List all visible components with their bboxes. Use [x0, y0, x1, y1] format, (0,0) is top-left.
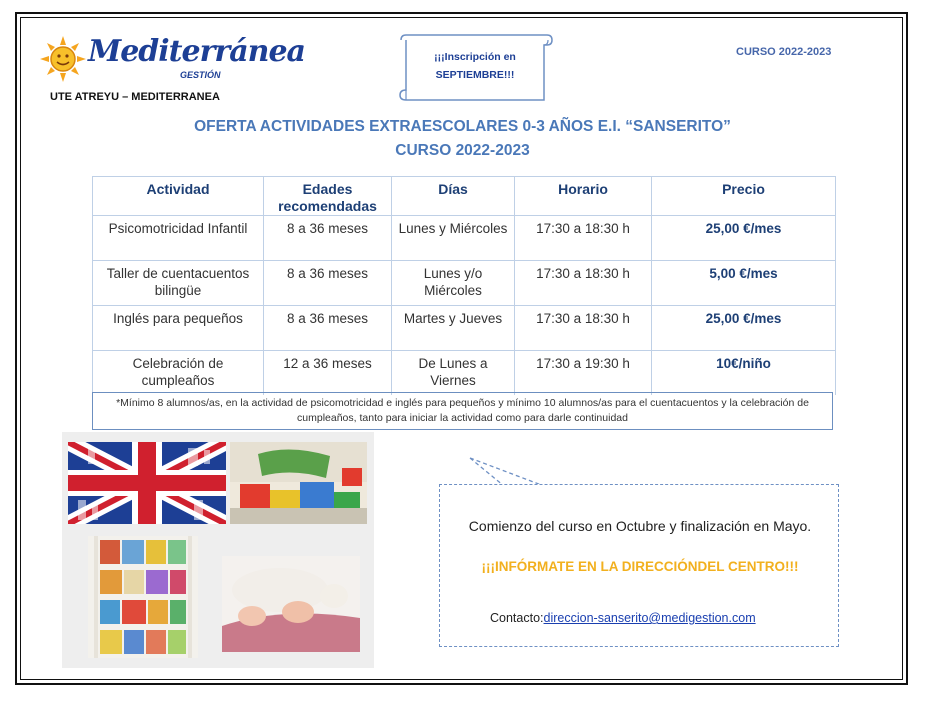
- table-row: [93, 261, 836, 306]
- cell-activity: Psicomotricidad Infantil: [93, 216, 264, 261]
- cell-price: 5,00 €/mes: [652, 261, 836, 306]
- cell-ages: 8 a 36 meses: [264, 261, 392, 306]
- cell-price: 25,00 €/mes: [652, 306, 836, 351]
- cell-days: Lunes y Miércoles: [392, 216, 515, 261]
- contact-email-link[interactable]: direccion-sanserito@medigestion.com: [543, 611, 756, 625]
- activities-table: [92, 176, 836, 395]
- notice-line-2: SEPTIEMBRE!!!: [435, 69, 515, 81]
- table-footnote: *Mínimo 8 alumnos/as, en la actividad de psicomotricidad e inglés para pequeños y mínimo 10 alumnos/as para el cuentacuentos y la celebración de cumpleaños, tanto para iniciar la actividad como para darle continuidad: [92, 392, 833, 430]
- page-title: OFERTA ACTIVIDADES EXTRAESCOLARES 0-3 AÑOS E.I. “SANSERITO”: [194, 118, 731, 135]
- table-row: [93, 306, 836, 351]
- cell-activity: Taller de cuentacuentos bilingüe: [93, 261, 264, 306]
- cell-ages: 8 a 36 meses: [264, 216, 392, 261]
- table-row: [93, 216, 836, 261]
- course-label-top: CURSO 2022-2023: [736, 46, 832, 58]
- cell-price: 10€/niño: [652, 351, 836, 396]
- bookshelf-image: [88, 536, 198, 658]
- photo-collage: [62, 432, 374, 668]
- contact-label: Contacto:: [490, 611, 544, 625]
- logo-subtext: GESTIÓN: [180, 70, 221, 80]
- info-cta-text: ¡¡¡INFÓRMATE EN LA DIRECCIÓNDEL CENTRO!!!: [481, 559, 799, 574]
- cell-activity: Inglés para pequeños: [93, 306, 264, 351]
- header-days: Días: [392, 177, 515, 216]
- table-header-row: [93, 177, 836, 216]
- cell-schedule: 17:30 a 18:30 h: [515, 261, 652, 306]
- header-price: Precio: [652, 177, 836, 216]
- notice-text: [415, 48, 535, 84]
- page-subtitle: CURSO 2022-2023: [395, 142, 530, 159]
- table-row: [93, 351, 836, 396]
- info-callout: [439, 484, 839, 647]
- contact-line: [490, 611, 756, 625]
- mediterranea-logo: [40, 34, 305, 84]
- cell-ages: 8 a 36 meses: [264, 306, 392, 351]
- cell-schedule: 17:30 a 18:30 h: [515, 216, 652, 261]
- cell-activity: Celebración de cumpleaños: [93, 351, 264, 396]
- header-ages: Edades recomendadas: [264, 177, 392, 216]
- sun-icon: [40, 36, 86, 82]
- cell-price: 25,00 €/mes: [652, 216, 836, 261]
- header-schedule: Horario: [515, 177, 652, 216]
- logo-wordmark: Mediterránea: [88, 34, 305, 69]
- notice-line-1: ¡¡¡Inscripción en: [434, 51, 516, 63]
- cell-days: De Lunes a Viernes: [392, 351, 515, 396]
- playroom-image: [230, 442, 367, 524]
- uk-flag-image: [68, 442, 226, 524]
- baby-crawling-image: [222, 556, 360, 652]
- header-activity: Actividad: [93, 177, 264, 216]
- cell-schedule: 17:30 a 18:30 h: [515, 306, 652, 351]
- ute-label: UTE ATREYU – MEDITERRANEA: [50, 91, 220, 103]
- cell-schedule: 17:30 a 19:30 h: [515, 351, 652, 396]
- cell-days: Martes y Jueves: [392, 306, 515, 351]
- course-dates-text: Comienzo del curso en Octubre y finalización en Mayo.: [468, 518, 812, 534]
- cell-ages: 12 a 36 meses: [264, 351, 392, 396]
- inscription-notice: [397, 34, 553, 104]
- cell-days: Lunes y/o Miércoles: [392, 261, 515, 306]
